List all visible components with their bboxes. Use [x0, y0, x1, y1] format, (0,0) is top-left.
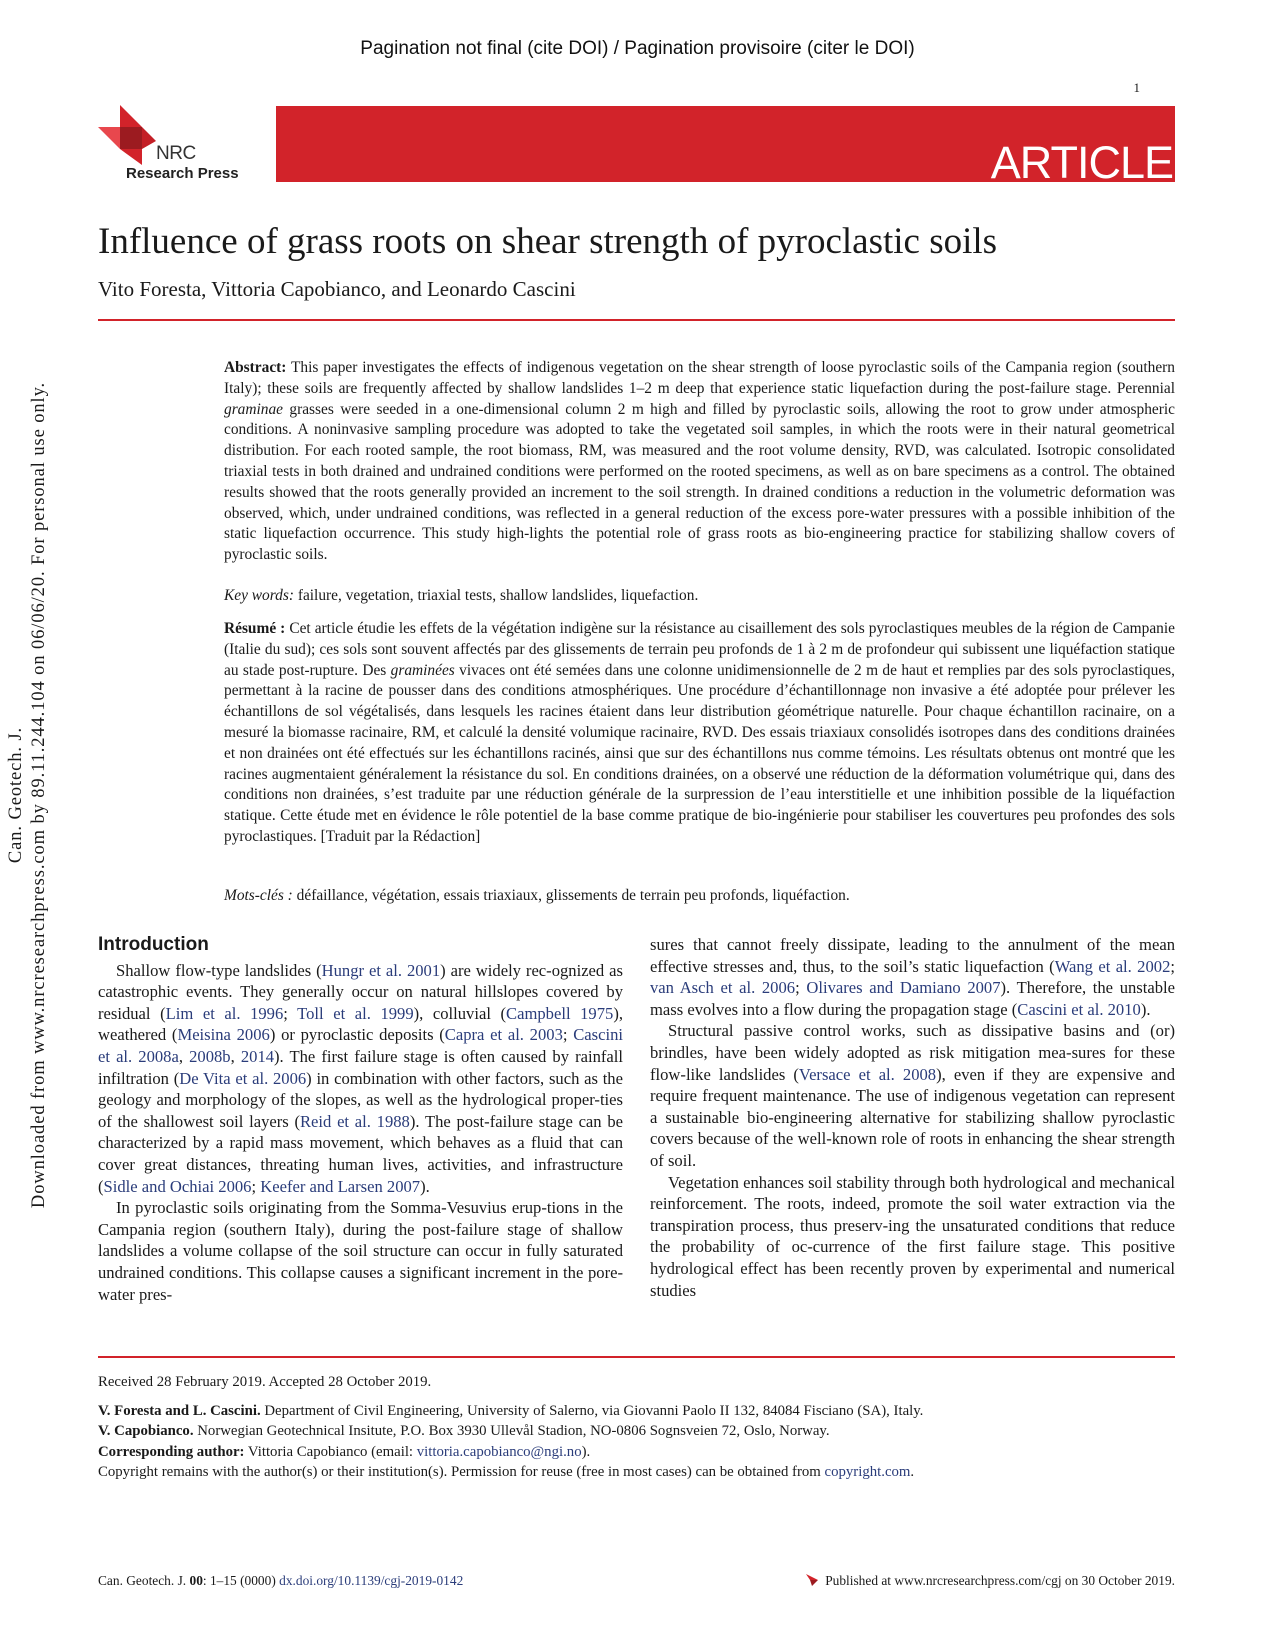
- citation-link[interactable]: Meisina 2006: [177, 1025, 270, 1045]
- citation-link[interactable]: 2014: [240, 1046, 275, 1066]
- paragraph-text: ,: [178, 1046, 190, 1066]
- download-notice-text: Downloaded from www.nrcresearchpress.com by 89.11.244.104 on 06/06/20. For personal use only.: [29, 381, 49, 1209]
- intro-paragraph-3: [650, 934, 1175, 1020]
- paragraph-text: ), even if they are expensive and require frequent maintenance. The use of indigenous vegetation can represent a sustainable bio-engineering alternative for stabilizing shallow pyroclastic covers because of the well-known role of roots in enhancing the shear strength of soil.: [650, 1064, 1175, 1170]
- footnotes: [98, 1372, 1175, 1483]
- paragraph-text: ;: [283, 1003, 298, 1023]
- citation-link[interactable]: Versace et al. 2008: [798, 1064, 937, 1084]
- paragraph-text: ) in combination with other factors, such as the geology and morphology of the slopes, as well as the hydrological proper-ties of the shallowest soil layers (: [98, 1068, 623, 1131]
- mots-cles-label: Mots-clés :: [224, 887, 293, 904]
- nrc-logo-icon: [98, 105, 158, 165]
- keywords: [224, 587, 1175, 605]
- paragraph-text: ).: [1140, 999, 1151, 1019]
- doi-link[interactable]: dx.doi.org/10.1139/cgj-2019-0142: [279, 1573, 464, 1588]
- abstract-italic: graminae: [224, 400, 283, 418]
- corresponding-author-label: Corresponding author:: [98, 1443, 245, 1460]
- affiliation-2: [98, 1421, 1175, 1442]
- paragraph-text: ;: [251, 1176, 261, 1196]
- citation-link[interactable]: van Asch et al. 2006: [650, 978, 796, 998]
- paragraph-text: Vegetation enhances soil stability through both hydrological and mechanical reinforcement. The roots, indeed, promote the soil water extraction via the transpiration process, thus preserv-ing the unsaturated conditions that reduce the probability of oc-currence of the first failure stage. This positive hydrological effect has been recently proven by experimental and numerical studies: [650, 1172, 1175, 1300]
- affiliation-2-authors: V. Capobianco.: [98, 1423, 194, 1440]
- published-footer: [806, 1573, 1175, 1589]
- citation-link[interactable]: 2008b: [189, 1046, 231, 1066]
- intro-paragraph-1: [98, 960, 623, 1198]
- paragraph-text: ). The post-failure stage can be characterized by a rapid mass movement, which behaves as a fluid that can cover great distances, threating human lives, activities, and infrastructure (: [98, 1111, 623, 1196]
- citation-link[interactable]: Capra et al. 2003: [444, 1025, 563, 1045]
- journal-volume: 00: [189, 1573, 203, 1588]
- paragraph-text: ).: [420, 1176, 430, 1196]
- article-banner: [276, 106, 1175, 188]
- citation-link[interactable]: Olivares and Damiano 2007: [806, 978, 1001, 998]
- affiliation-2-text: Norwegian Geotechnical Insitute, P.O. Box 3930 Ullevål Stadion, NO-0806 Sognsveien 72, Oslo, Norway.: [197, 1423, 830, 1440]
- paragraph-text: sures that cannot freely dissipate, leading to the annulment of the mean effective stresses and, thus, to the soil’s static liquefaction (: [650, 935, 1175, 976]
- copyright-text: Copyright remains with the author(s) or their institution(s). Permission for reuse (free in most cases) can be obtained from: [98, 1464, 821, 1481]
- corresponding-author: [98, 1442, 1175, 1463]
- received-dates: Received 28 February 2019. Accepted 28 October 2019.: [98, 1374, 432, 1390]
- copyright-notice: [98, 1462, 1175, 1483]
- paragraph-text: ,: [230, 1046, 241, 1066]
- mots-cles: [224, 887, 1175, 905]
- paragraph-text: ), colluvial (: [413, 1003, 507, 1023]
- keywords-label: Key words:: [224, 587, 294, 604]
- abstract-label: Abstract:: [224, 359, 287, 376]
- footnote-divider: [98, 1356, 1175, 1358]
- abstract-text-a: This paper investigates the effects of indigenous vegetation on the shear strength of loose pyroclastic soils of the Campania region (southern Italy); these soils are frequently affected by shallow landslides 1–2 m deep that experience static liquefaction during the post-failure stage. Perennial: [224, 359, 1175, 397]
- paragraph-text: ;: [795, 978, 807, 998]
- journal-name: Can. Geotech. J.: [98, 1573, 187, 1588]
- resume-italic: graminées: [390, 661, 455, 679]
- section-label: ARTICLE: [990, 137, 1173, 188]
- publisher-name-research-press: Research Press: [126, 165, 239, 182]
- body-right-column: [650, 934, 1175, 1301]
- copyright-end: .: [910, 1464, 915, 1481]
- publisher-name-nrc: NRC: [156, 143, 196, 164]
- paragraph-text: Shallow flow-type landslides (: [116, 960, 322, 980]
- title-divider: [98, 319, 1175, 321]
- intro-paragraph-2: [98, 1197, 623, 1305]
- resume-text-a: Cet article étudie les effets de la végétation indigène sur la résistance au cisaillement des sols pyroclastiques meubles de la région de Campanie (Italie du sud); ces sols sont souvent affectés par des glissements de terrain peu profonds de 1 à 2 m de profondeur qui subissent une liquéfaction statique au stade post-rupture. Des: [224, 620, 1175, 679]
- download-notice-journal: Can. Geotech. J.: [6, 726, 26, 864]
- corresponding-author-end: ).: [581, 1443, 591, 1460]
- affiliation-1-text: Department of Civil Engineering, University of Salerno, via Giovanni Paolo II 132, 84084 Fisciano (SA), Italy.: [264, 1402, 924, 1419]
- paragraph-text: ). Therefore, the unstable mass evolves into a flow during the propagation stage (: [650, 978, 1176, 1019]
- nrc-research-press-logo[interactable]: [98, 105, 268, 185]
- citation-link[interactable]: Cascini et al. 2008a: [98, 1025, 623, 1066]
- citation-link[interactable]: De Vita et al. 2006: [179, 1068, 307, 1088]
- paragraph-text: ;: [1170, 956, 1175, 976]
- citation-footer: [98, 1573, 463, 1589]
- journal-pages: : 1–15 (0000): [202, 1573, 276, 1588]
- published-text: Published at www.nrcresearchpress.com/cgj on 30 October 2019.: [825, 1573, 1175, 1588]
- paragraph-text: ) are widely rec-ognized as catastrophic events. They generally occur on natural hillslopes covered by residual (: [98, 960, 623, 1023]
- paragraph-text: ) or pyroclastic deposits (: [269, 1025, 445, 1045]
- pagination-notice: Pagination not final (cite DOI) / Pagination provisoire (citer le DOI): [360, 38, 915, 59]
- affiliation-1-authors: V. Foresta and L. Cascini.: [98, 1402, 261, 1419]
- body-left-column: [98, 934, 623, 1305]
- download-notice: [5, 380, 51, 1210]
- intro-paragraph-4: [650, 1020, 1175, 1171]
- citation-link[interactable]: Toll et al. 1999: [297, 1003, 414, 1023]
- corresponding-author-email[interactable]: vittoria.capobianco@ngi.no: [416, 1443, 582, 1460]
- paragraph-text: ), weathered (: [98, 1003, 624, 1045]
- paragraph-text: ). The first failure stage is often caused by rainfall infiltration (: [98, 1046, 624, 1088]
- citation-link[interactable]: Sidle and Ochiai 2006: [103, 1176, 252, 1196]
- citation-link[interactable]: Keefer and Larsen 2007: [260, 1176, 421, 1196]
- copyright-link[interactable]: copyright.com: [824, 1464, 911, 1481]
- nrc-arrow-icon: [806, 1574, 818, 1586]
- section-heading-introduction: Introduction: [98, 934, 209, 955]
- resume-label: Résumé :: [224, 620, 286, 637]
- article-authors: Vito Foresta, Vittoria Capobianco, and Leonardo Cascini: [98, 277, 576, 301]
- abstract-text-b: grasses were seeded in a one-dimensional column 2 m high and filled by pyroclastic soils, allowing the root to grow under atmospheric conditions. A noninvasive sampling procedure was adopted to take the vegetated soil samples, in which the roots were in their natural geometrical distribution. For each rooted sample, the root biomass, RM, was measured and the root volume density, RVD, was calculated. Isotropic consolidated triaxial tests in both drained and undrained conditions were performed on the rooted specimens, as well as on bare specimens as a control. The obtained results showed that the roots generally provided an increment to the soil strength. In drained conditions a reduction in the volumetric deformation was observed, which, under undrained conditions, was reflected in a general reduction of the excess pore-water pressures with a possible inhibition of the static liquefaction occurrence. This study high-lights the potential role of grass roots as bio-engineering practice for stabilizing shallow covers of pyroclastic soils.: [224, 400, 1175, 564]
- citation-link[interactable]: Hungr et al. 2001: [321, 960, 441, 980]
- affiliation-1: [98, 1401, 1175, 1422]
- citation-link[interactable]: Wang et al. 2002: [1054, 956, 1171, 976]
- citation-link[interactable]: Reid et al. 1988: [299, 1111, 410, 1131]
- intro-paragraph-5: [650, 1172, 1175, 1302]
- paragraph-text: Structural passive control works, such as dissipative basins and (or) brindles, have been widely adopted as risk mitigation mea-sures for these flow-like landslides (: [650, 1021, 1175, 1084]
- abstract: [224, 358, 1175, 566]
- paragraph-text: ;: [562, 1025, 574, 1045]
- corresponding-author-text: Vittoria Capobianco (email:: [247, 1443, 414, 1460]
- resume-text-b: vivaces ont été semées dans une colonne unidimensionnelle de 2 m de haut et remplies par des sols pyroclastiques, permettant à la racine de pousser dans des conditions atmosphériques. Une procédure d’échantillonnage non invasive a été adoptée pour prélever les échantillons de sol végétalisés, dans lesquels les racines étaient dans leur distribution géométrique naturelle. Pour chaque échantillon racinaire, on a mesuré la biomasse racinaire, RM, et calculé la densité volumique racinaire, RVD. Des essais triaxiaux consolidés isotropes dans des conditions drainées et non drainées ont été effectués sur les échantillons racinés, ainsi que sur des échantillons nus comme témoins. Les résultats obtenus ont montré que les racines augmentaient généralement la résistance du sol. En conditions drainées, on a observé une réduction de la déformation volumétrique qui, dans des conditions non drainées, s’est traduite par une réduction générale de la surpression de l’eau interstitielle et une inhibition possible de la liquéfaction statique. Cette étude met en évidence le rôle potentiel de la base comme pratique de bio-ingénierie pour stabiliser les couvertures peu profondes des sols pyroclastiques. [Traduit par la Rédaction]: [224, 661, 1175, 845]
- article-title: Influence of grass roots on shear strength of pyroclastic soils: [98, 221, 998, 262]
- resume: [224, 619, 1175, 848]
- page-number: 1: [1133, 80, 1140, 95]
- keywords-text: failure, vegetation, triaxial tests, shallow landslides, liquefaction.: [297, 587, 699, 604]
- citation-link[interactable]: Cascini et al. 2010: [1017, 999, 1141, 1019]
- paragraph-text: In pyroclastic soils originating from the Somma-Vesuvius erup-tions in the Campania region (southern Italy), during the post-failure stage of shallow landslides a volume collapse of the soil structure can occur in fully saturated undrained conditions. This collapse causes a significant increment in the pore-water pres-: [98, 1198, 623, 1304]
- mots-cles-text: défaillance, végétation, essais triaxiaux, glissements de terrain peu profonds, liquéfaction.: [296, 887, 850, 904]
- citation-link[interactable]: Campbell 1975: [506, 1003, 614, 1023]
- citation-link[interactable]: Lim et al. 1996: [165, 1003, 284, 1023]
